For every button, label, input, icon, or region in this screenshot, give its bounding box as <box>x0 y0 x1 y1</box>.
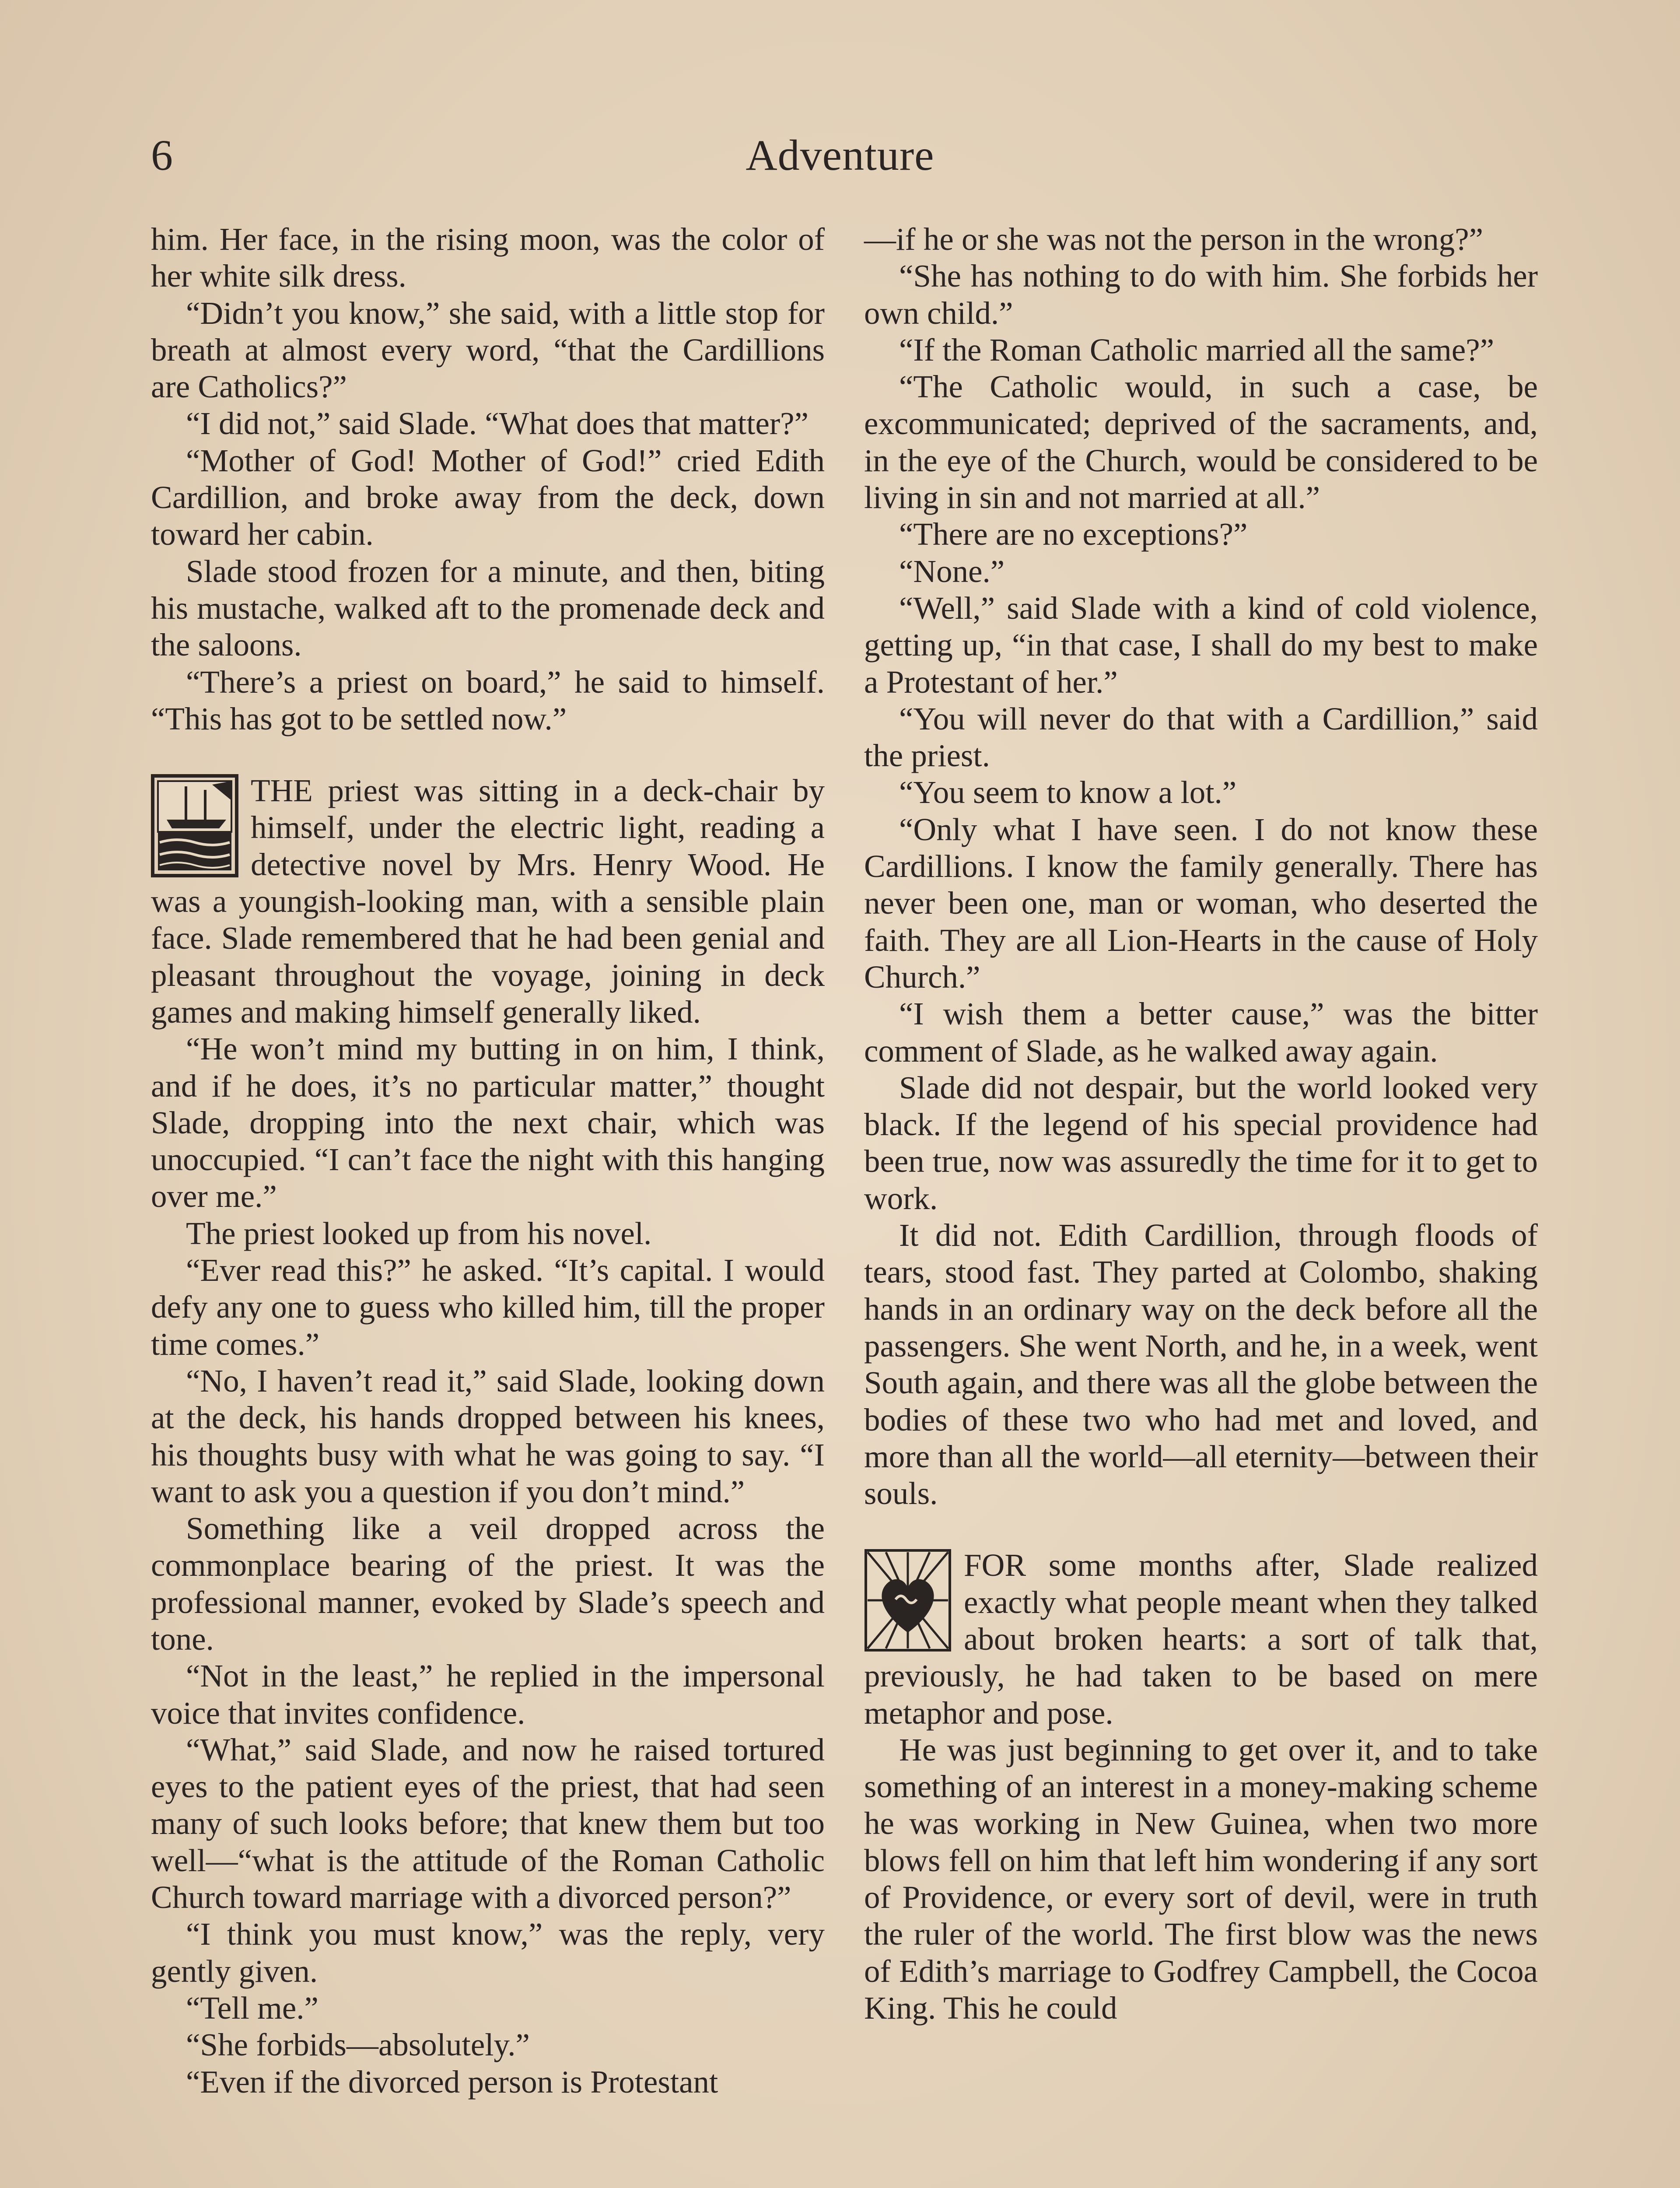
left-column <box>151 221 825 2100</box>
paragraph: “He won’t mind my butting in on him, I think, and if he does, it’s no particular matter,” thought Slade, dropping into the next chair, which was unoccupied. “I can’t face the night with this hanging over me.” <box>151 1031 825 1214</box>
section-break <box>864 1512 1538 1547</box>
paragraph: “Even if the divorced person is Protestant <box>186 2064 718 2100</box>
paragraph: “I wish them a better cause,” was the bitter comment of Slade, as he walked away again. <box>864 996 1538 1069</box>
paragraph: —if he or she was not the person in the wrong?” <box>864 221 1484 257</box>
running-title: Adventure <box>746 131 934 179</box>
paragraph: “Mother of God! Mother of God!” cried Edith Cardillion, and broke away from the deck, down toward her cabin. <box>151 442 825 552</box>
paragraph: “None.” <box>899 553 1005 589</box>
paragraph: The priest looked up from his novel. <box>186 1215 652 1251</box>
paragraph: “Didn’t you know,” she said, with a little stop for breath at almost every word, “that the Cardillions are Catholics?” <box>151 295 825 405</box>
paragraph: “Not in the least,” he replied in the impersonal voice that invites confidence. <box>151 1658 825 1731</box>
paragraph: Something like a veil dropped across the commonplace bearing of the priest. It was the professional manner, evoked by Slade’s speech and tone. <box>151 1511 825 1657</box>
paragraph: “There’s a priest on board,” he said to himself. “This has got to be settled now.” <box>151 664 825 736</box>
right-column <box>864 221 1538 2027</box>
paragraph: “The Catholic would, in such a case, be excommunicated; deprived of the sacraments, and, in the eye of the Church, would be considered to be living in sin and not married at all.” <box>864 369 1538 515</box>
paragraph: “There are no exceptions?” <box>899 516 1248 552</box>
paragraph: THE priest was sitting in a deck-chair by himself, under the electric light, reading a detective novel by Mrs. Henry Wood. He was a youngish-looking man, with a sensible plain face. Slade remembered that he had been genial and pleasant throughout the voyage, joining in deck games and making himself generally liked. <box>151 773 825 1030</box>
paragraph: “She forbids—absolutely.” <box>186 2027 530 2063</box>
heart-vignette-icon <box>864 1549 952 1652</box>
paragraph: Slade stood frozen for a minute, and then, biting his mustache, walked aft to the promenade deck and the saloons. <box>151 553 825 663</box>
paragraph: He was just beginning to get over it, and to take something of an interest in a money-making scheme he was working in New Guinea, when two more blows fell on him that left him wondering if any sort of Providence, or every sort of devil, were in truth the ruler of the world. The first blow was the news of Edith’s marriage to Godfrey Campbell, the Cocoa King. This he could <box>864 1732 1538 2026</box>
paragraph: FOR some months after, Slade realized exactly what people meant when they talked about broken hearts: a sort of talk that, previously, he had taken to be based on mere metaphor and pose. <box>864 1547 1538 1731</box>
paragraph: “Only what I have seen. I do not know these Cardillions. I know the family generally. There has never been one, man or woman, who deserted the faith. They are all Lion-Hearts in the cause of Holy Church.” <box>864 811 1538 995</box>
paragraph: It did not. Edith Cardillion, through floods of tears, stood fast. They parted at Colombo, shaking hands in an ordinary way on the deck before all the passengers. She went North, and he, in a week, went South again, and there was all the globe between the bodies of these two who had met and loved, and more than all the world—all eternity—between their souls. <box>864 1217 1538 1511</box>
paragraph: “You seem to know a lot.” <box>899 775 1237 810</box>
ship-vignette-icon <box>151 774 238 877</box>
paragraph: him. Her face, in the rising moon, was the color of her white silk dress. <box>151 221 825 294</box>
paragraph: “Well,” said Slade with a kind of cold violence, getting up, “in that case, I shall do my best to make a Protestant of her.” <box>864 590 1538 700</box>
page-header <box>0 127 1680 184</box>
paragraph: “Tell me.” <box>186 1990 318 2026</box>
paragraph: “I did not,” said Slade. “What does that matter?” <box>186 406 808 442</box>
paragraph: “Ever read this?” he asked. “It’s capital. I would defy any one to guess who killed him, till the proper time comes.” <box>151 1252 825 1362</box>
paragraph: “I think you must know,” was the reply, very gently given. <box>151 1916 825 1989</box>
paragraph: “You will never do that with a Cardillion,” said the priest. <box>864 701 1538 774</box>
section-break <box>151 737 825 772</box>
paragraph: “If the Roman Catholic married all the same?” <box>899 332 1494 368</box>
paragraph: “What,” said Slade, and now he raised tortured eyes to the patient eyes of the priest, that had seen many of such looks before; that knew them but too well—“what is the attitude of the Roman Catholic Church toward marriage with a divorced person?” <box>151 1732 825 1915</box>
paragraph: “She has nothing to do with him. She forbids her own child.” <box>864 258 1538 331</box>
paragraph: “No, I haven’t read it,” said Slade, looking down at the deck, his hands dropped between his knees, his thoughts busy with what he was going to say. “I want to ask you a question if you don’t mind.” <box>151 1363 825 1509</box>
paragraph: Slade did not despair, but the world looked very black. If the legend of his special providence had been true, now was assuredly the time for it to get to work. <box>864 1069 1538 1216</box>
page-number: 6 <box>151 131 173 179</box>
